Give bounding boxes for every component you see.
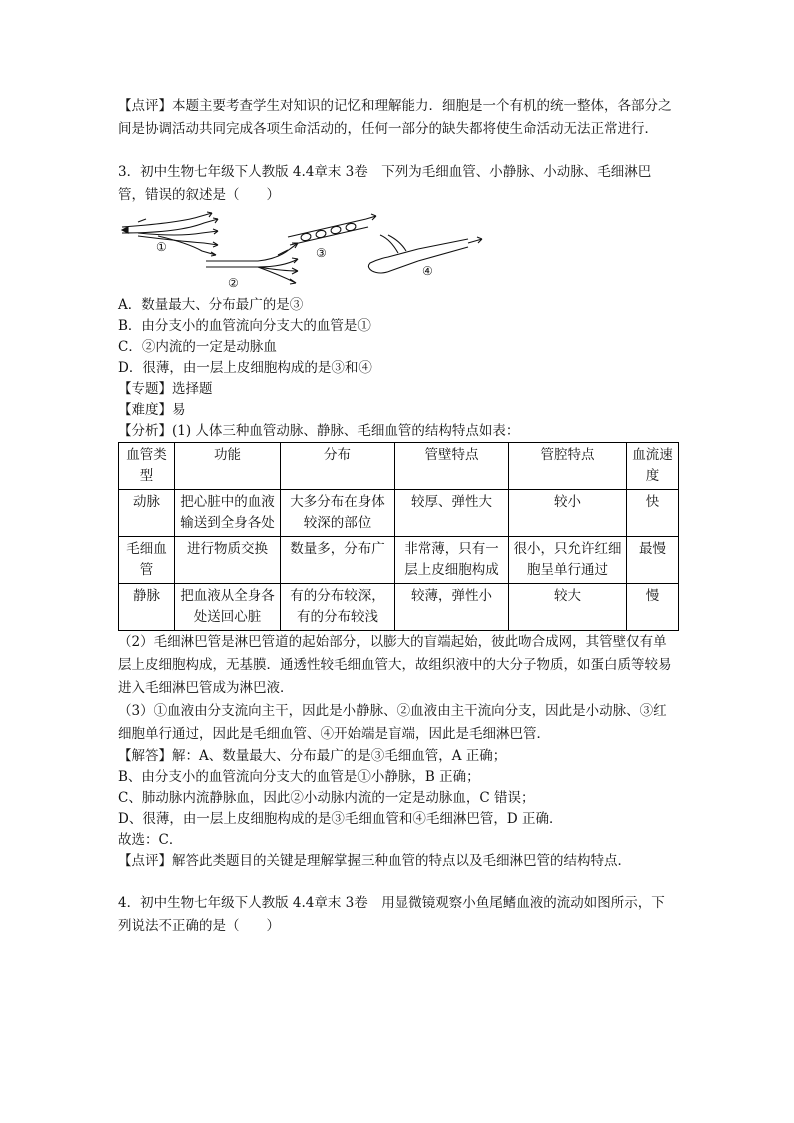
label-3: ③	[316, 246, 327, 260]
analysis-part-3: （3）①血液由分支流向主干，因此是小静脉、②血液由主干流向分支，因此是小动脉、③红细胞单行通过，因此是毛细血管、④开始端是盲端，因此是毛细淋巴管．	[118, 703, 667, 742]
vessel-3-capillary	[288, 214, 376, 245]
analysis-part-2: （2）毛细淋巴管是淋巴管道的起始部分，以膨大的盲端起始，彼此吻合成网，其管壁仅有单层上皮细胞构成，无基膜．通透性较毛细血管大，故组织液中的大分子物质，如蛋白质等较易进入毛细淋巴管成为淋巴液．	[118, 634, 672, 696]
table-cell: 进行物质交换	[175, 537, 281, 584]
option-c: C．②内流的一定是动脉血	[118, 339, 277, 355]
table-row	[119, 490, 679, 537]
table-header-cell: 血流速度	[627, 443, 679, 490]
previous-review: 【点评】本题主要考查学生对知识的记忆和理解能力．细胞是一个有机的统一整体，各部分之间是协调活动共同完成各项生命活动的，任何一部分的缺失都将使生命活动无法正常进行．	[118, 98, 672, 137]
table-cell: 快	[627, 490, 679, 537]
table-cell: 数量多，分布广	[281, 537, 395, 584]
analysis-intro: 【分析】(1) 人体三种血管动脉、静脉、毛细血管的结构特点如表：	[118, 423, 520, 439]
table-cell: 较小	[509, 490, 627, 537]
table-header-cell: 功能	[175, 443, 281, 490]
table-row	[119, 537, 679, 584]
table-row	[119, 584, 679, 631]
table-header-cell: 血管类型	[119, 443, 175, 490]
label-2: ②	[228, 276, 239, 290]
table-cell: 把心脏中的血液输送到全身各处	[175, 490, 281, 537]
vessel-comparison-table	[118, 442, 679, 631]
document-page	[118, 95, 678, 938]
table-header-cell: 管腔特点	[509, 443, 627, 490]
table-header-cell: 管壁特点	[395, 443, 509, 490]
option-a: A．数量最大、分布最广的是③	[118, 297, 304, 313]
answer-line: C、肺动脉内流静脉血，因此②小动脉内流的一定是动脉血，C 错误；	[118, 790, 535, 806]
table-cell: 最慢	[627, 537, 679, 584]
answer-line: 故选：C．	[118, 832, 183, 848]
vessel-diagram	[118, 209, 678, 291]
vessel-1-small-vein	[122, 212, 218, 256]
table-cell: 有的分布较深，有的分布较浅	[281, 584, 395, 631]
table-cell: 毛细血管	[119, 537, 175, 584]
table-cell: 大多分布在身体较深的部位	[281, 490, 395, 537]
label-1: ①	[156, 240, 167, 254]
vessel-figure	[118, 209, 678, 291]
table-cell: 慢	[627, 584, 679, 631]
table-cell: 较厚、弹性大	[395, 490, 509, 537]
question-4	[118, 892, 678, 938]
table-cell: 把血液从全身各处送回心脏	[175, 584, 281, 631]
table-cell: 非常薄，只有一层上皮细胞构成	[395, 537, 509, 584]
difficulty-line: 【难度】易	[118, 402, 186, 418]
table-header-row	[119, 443, 679, 490]
table-cell: 很小，只允许红细胞呈单行通过	[509, 537, 627, 584]
question-stem: 3．初中生物七年级下人教版 4.4章末 3卷 下列为毛细血管、小静脉、小动脉、毛细淋巴管，错误的叙述是（ ）	[118, 164, 652, 203]
question-stem: 4．初中生物七年级下人教版 4.4章末 3卷 用显微镜观察小鱼尾鳍血液的流动如图所示，下列说法不正确的是（ ）	[118, 895, 665, 934]
answer-line: B、由分支小的血管流向分支大的血管是①小静脉，B 正确；	[118, 769, 480, 785]
option-b: B．由分支小的血管流向分支大的血管是①	[118, 318, 371, 334]
table-cell: 较薄，弹性小	[395, 584, 509, 631]
table-cell: 动脉	[119, 490, 175, 537]
answer-line: 【解答】解：A、数量最大、分布最广的是③毛细血管，A 正确；	[118, 748, 507, 764]
vessel-2-small-artery	[206, 243, 298, 284]
label-4: ④	[422, 264, 433, 278]
table-cell: 较大	[509, 584, 627, 631]
review-line: 【点评】解答此类题目的关键是理解掌握三种血管的特点以及毛细淋巴管的结构特点．	[118, 853, 631, 869]
question-3	[118, 161, 678, 872]
topic-line: 【专题】选择题	[118, 381, 213, 397]
table-cell: 静脉	[119, 584, 175, 631]
option-d: D．很薄，由一层上皮细胞构成的是③和④	[118, 360, 372, 376]
answer-line: D、很薄，由一层上皮细胞构成的是③毛细血管和④毛细淋巴管，D 正确．	[118, 811, 563, 827]
table-header-cell: 分布	[281, 443, 395, 490]
